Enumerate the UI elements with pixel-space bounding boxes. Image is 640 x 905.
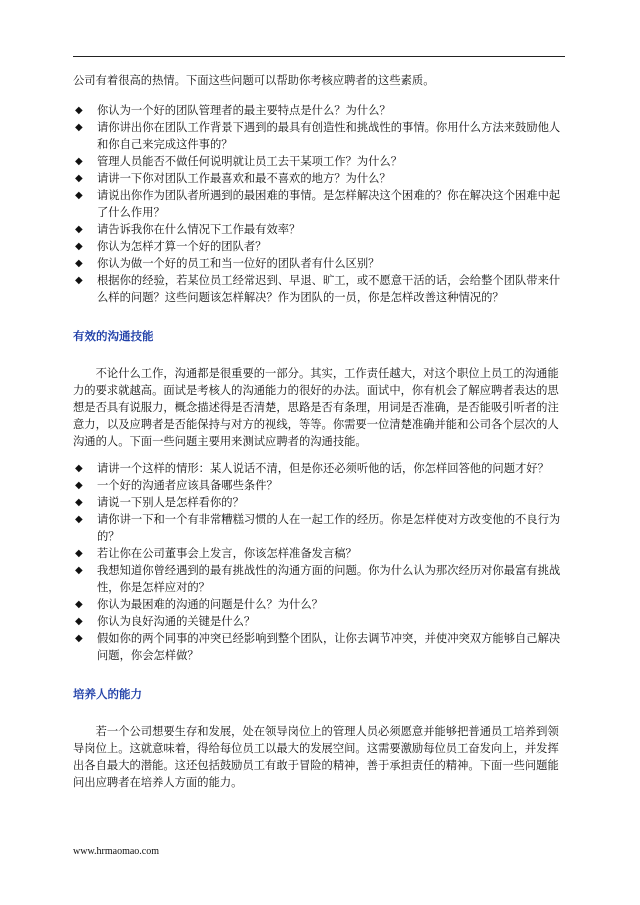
diamond-bullet-icon: ◆ bbox=[75, 156, 83, 167]
question-item bbox=[73, 170, 565, 187]
footer-url: www.hrmaomao.com bbox=[73, 846, 159, 857]
question-text: 请你讲出你在团队工作背景下遇到的最具有创造性和挑战性的事情。你用什么方法来鼓励他人和你自己来完成这件事的？ bbox=[97, 121, 561, 151]
diamond-bullet-icon: ◆ bbox=[75, 633, 83, 644]
question-text: 请说一下别人是怎样看你的？ bbox=[97, 496, 244, 509]
section-heading-communication: 有效的沟通技能 bbox=[73, 329, 154, 343]
communication-paragraph: 不论什么工作，沟通都是很重要的一部分。其实，工作责任越大，对这个职位上员工的沟通能力的要求就越高。面试是考核人的沟通能力的很好的办法。面试中，你有机会了解应聘者表达的思想是否具有说服力，概念描述得是否清楚，思路是否有条理，用词是否准确，是否能吸引听者的注意力，以及应聘者是否能保持与对方的视线，等等。你需要一位清楚准确并能和公司各个层次的人沟通的人。下面一些问题主要用来测试应聘者的沟通技能。 bbox=[73, 367, 559, 448]
question-text: 你认为最困难的沟通的问题是什么？为什么？ bbox=[97, 598, 323, 611]
question-text: 假如你的两个同事的冲突已经影响到整个团队，让你去调节冲突，并使冲突双方能够自己解决问题，你会怎样做？ bbox=[97, 632, 561, 662]
diamond-bullet-icon: ◆ bbox=[75, 224, 83, 235]
diamond-bullet-icon: ◆ bbox=[75, 463, 83, 474]
question-item bbox=[73, 630, 565, 664]
question-item bbox=[73, 153, 565, 170]
question-item bbox=[73, 562, 565, 596]
diamond-bullet-icon: ◆ bbox=[75, 514, 83, 525]
question-item bbox=[73, 596, 565, 613]
diamond-bullet-icon: ◆ bbox=[75, 122, 83, 133]
question-text: 管理人员能否不做任何说明就让员工去干某项工作？为什么？ bbox=[97, 155, 403, 168]
teamwork-question-list bbox=[73, 102, 565, 306]
diamond-bullet-icon: ◆ bbox=[75, 190, 83, 201]
question-text: 请讲一下你对团队工作最喜欢和最不喜欢的地方？为什么？ bbox=[97, 172, 391, 185]
diamond-bullet-icon: ◆ bbox=[75, 275, 83, 286]
diamond-bullet-icon: ◆ bbox=[75, 616, 83, 627]
question-item bbox=[73, 255, 565, 272]
question-item bbox=[73, 272, 565, 306]
communication-question-list bbox=[73, 460, 565, 664]
question-text: 请你讲一下和一个有非常糟糕习惯的人在一起工作的经历。你是怎样使对方改变他的不良行为的？ bbox=[97, 513, 561, 543]
question-text: 你认为一个好的团队管理者的最主要特点是什么？为什么？ bbox=[97, 104, 391, 117]
question-text: 请讲一个这样的情形：某人说话不清，但是你还必须听他的话，你怎样回答他的问题才好？ bbox=[97, 462, 549, 475]
section-heading-development: 培养人的能力 bbox=[73, 687, 142, 701]
question-item bbox=[73, 187, 565, 221]
diamond-bullet-icon: ◆ bbox=[75, 241, 83, 252]
question-text: 若让你在公司董事会上发言，你该怎样准备发言稿？ bbox=[97, 547, 357, 560]
diamond-bullet-icon: ◆ bbox=[75, 548, 83, 559]
question-text: 你认为怎样才算一个好的团队者？ bbox=[97, 240, 267, 253]
diamond-bullet-icon: ◆ bbox=[75, 480, 83, 491]
diamond-bullet-icon: ◆ bbox=[75, 599, 83, 610]
question-text: 一个好的沟通者应该具备哪些条件？ bbox=[97, 479, 278, 492]
question-text: 你认为做一个好的员工和当一位好的团队者有什么区别？ bbox=[97, 257, 380, 270]
intro-text: 公司有着很高的热情。下面这些问题可以帮助你考核应聘者的这些素质。 bbox=[73, 74, 435, 87]
diamond-bullet-icon: ◆ bbox=[75, 173, 83, 184]
diamond-bullet-icon: ◆ bbox=[75, 497, 83, 508]
question-item bbox=[73, 545, 565, 562]
question-item bbox=[73, 102, 565, 119]
question-item bbox=[73, 221, 565, 238]
diamond-bullet-icon: ◆ bbox=[75, 258, 83, 269]
question-text: 根据你的经验，若某位员工经常迟到、早退、旷工，或不愿意干活的话，会给整个团队带来什么样的问题？这些问题该怎样解决？作为团队的一员，你是怎样改善这种情况的？ bbox=[97, 274, 561, 304]
question-text: 我想知道你曾经遇到的最有挑战性的沟通方面的问题。你为什么认为那次经历对你最富有挑战性，你是怎样应对的？ bbox=[97, 564, 561, 594]
question-item bbox=[73, 460, 565, 477]
document-body bbox=[73, 72, 565, 801]
question-text: 请告诉我你在什么情况下工作最有效率？ bbox=[97, 223, 301, 236]
development-paragraph: 若一个公司想要生存和发展，处在领导岗位上的管理人员必须愿意并能够把普通员工培养到领导岗位上。这就意味着，得给每位员工以最大的发展空间。这需要激励每位员工奋发向上，并发挥出各自最大的潜能。这还包括鼓励员工有敢于冒险的精神，善于承担责任的精神。下面一些问题能问出应聘者在培养人方面的能力。 bbox=[73, 725, 559, 789]
question-text: 你认为良好沟通的关键是什么？ bbox=[97, 615, 256, 628]
question-item bbox=[73, 511, 565, 545]
question-item bbox=[73, 494, 565, 511]
question-item bbox=[73, 119, 565, 153]
question-text: 请说出你作为团队者所遇到的最困难的事情。是怎样解决这个困难的？你在解决这个困难中起了什么作用？ bbox=[97, 189, 561, 219]
diamond-bullet-icon: ◆ bbox=[75, 105, 83, 116]
question-item bbox=[73, 613, 565, 630]
question-item bbox=[73, 238, 565, 255]
question-item bbox=[73, 477, 565, 494]
header-rule bbox=[73, 56, 565, 57]
diamond-bullet-icon: ◆ bbox=[75, 565, 83, 576]
